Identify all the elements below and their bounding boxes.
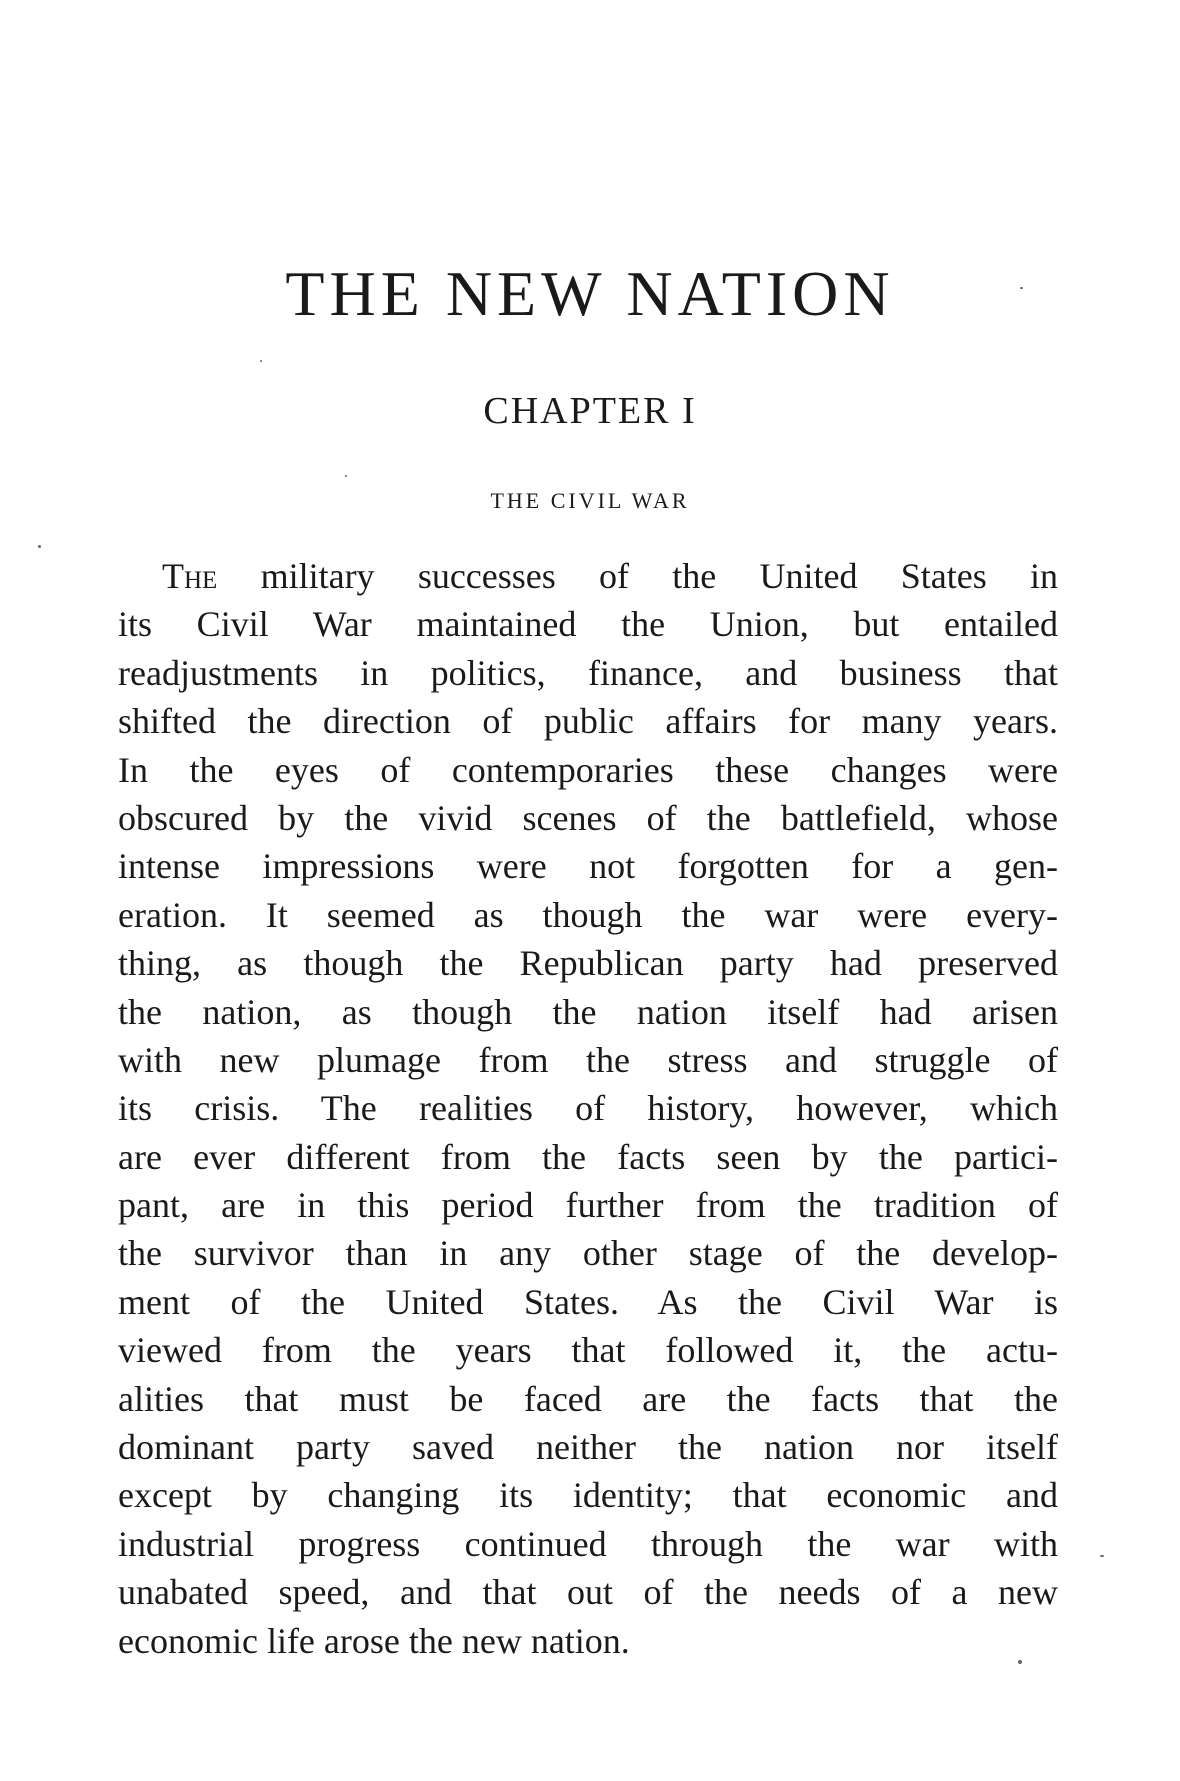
body-line: viewed from the years that followed it, the actu- xyxy=(118,1330,1058,1371)
scan-speck xyxy=(1100,1555,1104,1557)
body-line: alities that must be faced are the facts that the xyxy=(118,1378,1058,1419)
body-line: unabated speed, and that out of the needs of a new xyxy=(118,1572,1058,1613)
book-title: THE NEW NATION xyxy=(285,258,895,329)
chapter-body-paragraph xyxy=(118,552,1058,1665)
scan-speck xyxy=(38,545,41,548)
body-line: with new plumage from the stress and struggle of xyxy=(118,1039,1058,1080)
chapter-title: THE CIVIL WAR xyxy=(490,488,690,513)
body-line: pant, are in this period further from the tradition of xyxy=(118,1185,1058,1226)
body-line: readjustments in politics, finance, and business that xyxy=(118,652,1058,693)
body-line: eration. It seemed as though the war were every- xyxy=(118,894,1058,935)
body-line: the survivor than in any other stage of the develop- xyxy=(118,1233,1058,1274)
body-line: its Civil War maintained the Union, but entailed xyxy=(118,604,1058,645)
body-line: intense impressions were not forgotten for a gen- xyxy=(118,846,1058,887)
body-line: In the eyes of contemporaries these changes were xyxy=(118,749,1058,790)
body-line-1 xyxy=(118,552,1058,600)
body-line: are ever different from the facts seen by the partici- xyxy=(118,1136,1058,1177)
body-line: the nation, as though the nation itself had arisen xyxy=(118,991,1058,1032)
scan-speck xyxy=(1018,1660,1022,1664)
body-line: except by changing its identity; that economic and xyxy=(118,1475,1058,1516)
scan-speck xyxy=(260,360,262,362)
body-line-last: economic life arose the new nation. xyxy=(118,1620,630,1661)
scan-speck xyxy=(1020,287,1023,289)
body-line: industrial progress continued through the war with xyxy=(118,1523,1058,1564)
scan-speck xyxy=(345,475,347,477)
body-line-1-text: military successes of the United States in xyxy=(217,556,1058,596)
body-line: shifted the direction of public affairs for many years. xyxy=(118,701,1058,742)
body-line: its crisis. The realities of history, however, which xyxy=(118,1088,1058,1129)
body-line: dominant party saved neither the nation nor itself xyxy=(118,1427,1058,1468)
opening-word: The xyxy=(162,556,218,596)
body-line: thing, as though the Republican party had preserved xyxy=(118,943,1058,984)
body-line: obscured by the vivid scenes of the battlefield, whose xyxy=(118,797,1058,838)
body-line: ment of the United States. As the Civil War is xyxy=(118,1281,1058,1322)
chapter-number: CHAPTER I xyxy=(483,390,697,432)
